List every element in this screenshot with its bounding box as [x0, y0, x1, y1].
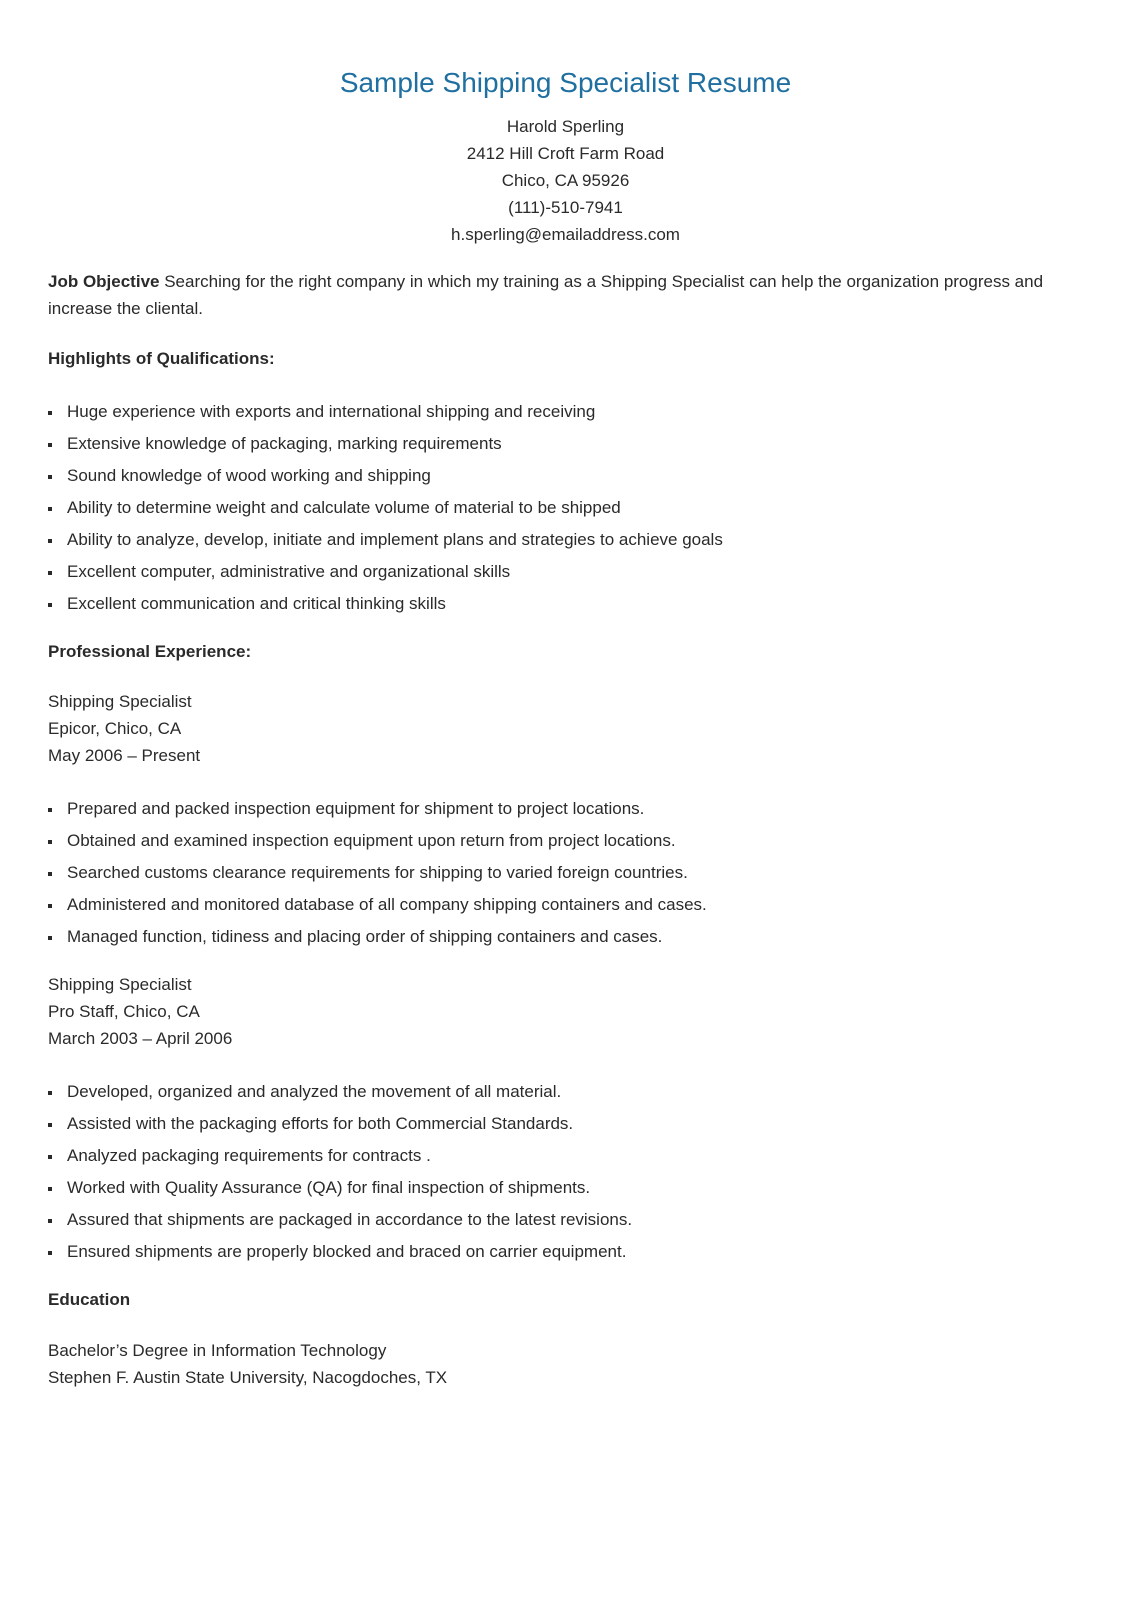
job-2-header: [48, 971, 1088, 1052]
job-company: Epicor, Chico, CA: [48, 719, 182, 738]
education-school: Stephen F. Austin State University, Nacogdoches, TX: [48, 1368, 448, 1387]
page-title: Sample Shipping Specialist Resume: [339, 67, 792, 98]
job-2-duties: [48, 1076, 1088, 1268]
list-item: Ability to determine weight and calculate volume of material to be shipped: [48, 492, 1088, 524]
experience-heading: Professional Experience:: [48, 642, 252, 661]
job-dates: March 2003 – April 2006: [48, 1029, 233, 1048]
job-objective: [48, 268, 1088, 322]
education-heading: Education: [48, 1290, 131, 1309]
job-title: Shipping Specialist: [48, 975, 192, 994]
list-item: Searched customs clearance requirements for shipping to varied foreign countries.: [48, 857, 1088, 889]
job-1-duties: [48, 793, 1088, 953]
list-item: Developed, organized and analyzed the movement of all material.: [48, 1076, 1088, 1108]
contact-email: h.sperling@emailaddress.com: [451, 225, 680, 244]
education-degree: Bachelor’s Degree in Information Technology: [48, 1341, 387, 1360]
list-item: Excellent communication and critical thinking skills: [48, 588, 1088, 620]
list-item: Assisted with the packaging efforts for both Commercial Standards.: [48, 1108, 1088, 1140]
contact-city: Chico, CA 95926: [501, 171, 630, 190]
job-dates: May 2006 – Present: [48, 746, 201, 765]
list-item: Managed function, tidiness and placing order of shipping containers and cases.: [48, 921, 1088, 953]
job-title: Shipping Specialist: [48, 692, 192, 711]
list-item: Sound knowledge of wood working and shipping: [48, 460, 1088, 492]
job-1-header: [48, 688, 1088, 769]
highlights-list: [48, 396, 1088, 620]
list-item: Prepared and packed inspection equipment for shipment to project locations.: [48, 793, 1088, 825]
job-company: Pro Staff, Chico, CA: [48, 1002, 200, 1021]
contact-name: Harold Sperling: [506, 117, 625, 136]
education-block: [48, 1337, 1088, 1391]
list-item: Excellent computer, administrative and organizational skills: [48, 556, 1088, 588]
contact-street: 2412 Hill Croft Farm Road: [466, 144, 665, 163]
list-item: Worked with Quality Assurance (QA) for final inspection of shipments.: [48, 1172, 1088, 1204]
list-item: Huge experience with exports and international shipping and receiving: [48, 396, 1088, 428]
contact-phone: (111)-510-7941: [508, 198, 623, 217]
job-objective-label: Job Objective: [48, 272, 160, 291]
list-item: Obtained and examined inspection equipment upon return from project locations.: [48, 825, 1088, 857]
list-item: Analyzed packaging requirements for contracts .: [48, 1140, 1088, 1172]
list-item: Ensured shipments are properly blocked and braced on carrier equipment.: [48, 1236, 1088, 1268]
list-item: Administered and monitored database of all company shipping containers and cases.: [48, 889, 1088, 921]
highlights-heading: Highlights of Qualifications:: [48, 349, 275, 368]
job-objective-text: Searching for the right company in which my training as a Shipping Specialist can help the organization progress and increase the cliental.: [48, 272, 1044, 318]
list-item: Extensive knowledge of packaging, marking requirements: [48, 428, 1088, 460]
resume-body: [48, 268, 1088, 1391]
list-item: Ability to analyze, develop, initiate and implement plans and strategies to achieve goals: [48, 524, 1088, 556]
contact-block: [0, 113, 1131, 248]
list-item: Assured that shipments are packaged in accordance to the latest revisions.: [48, 1204, 1088, 1236]
